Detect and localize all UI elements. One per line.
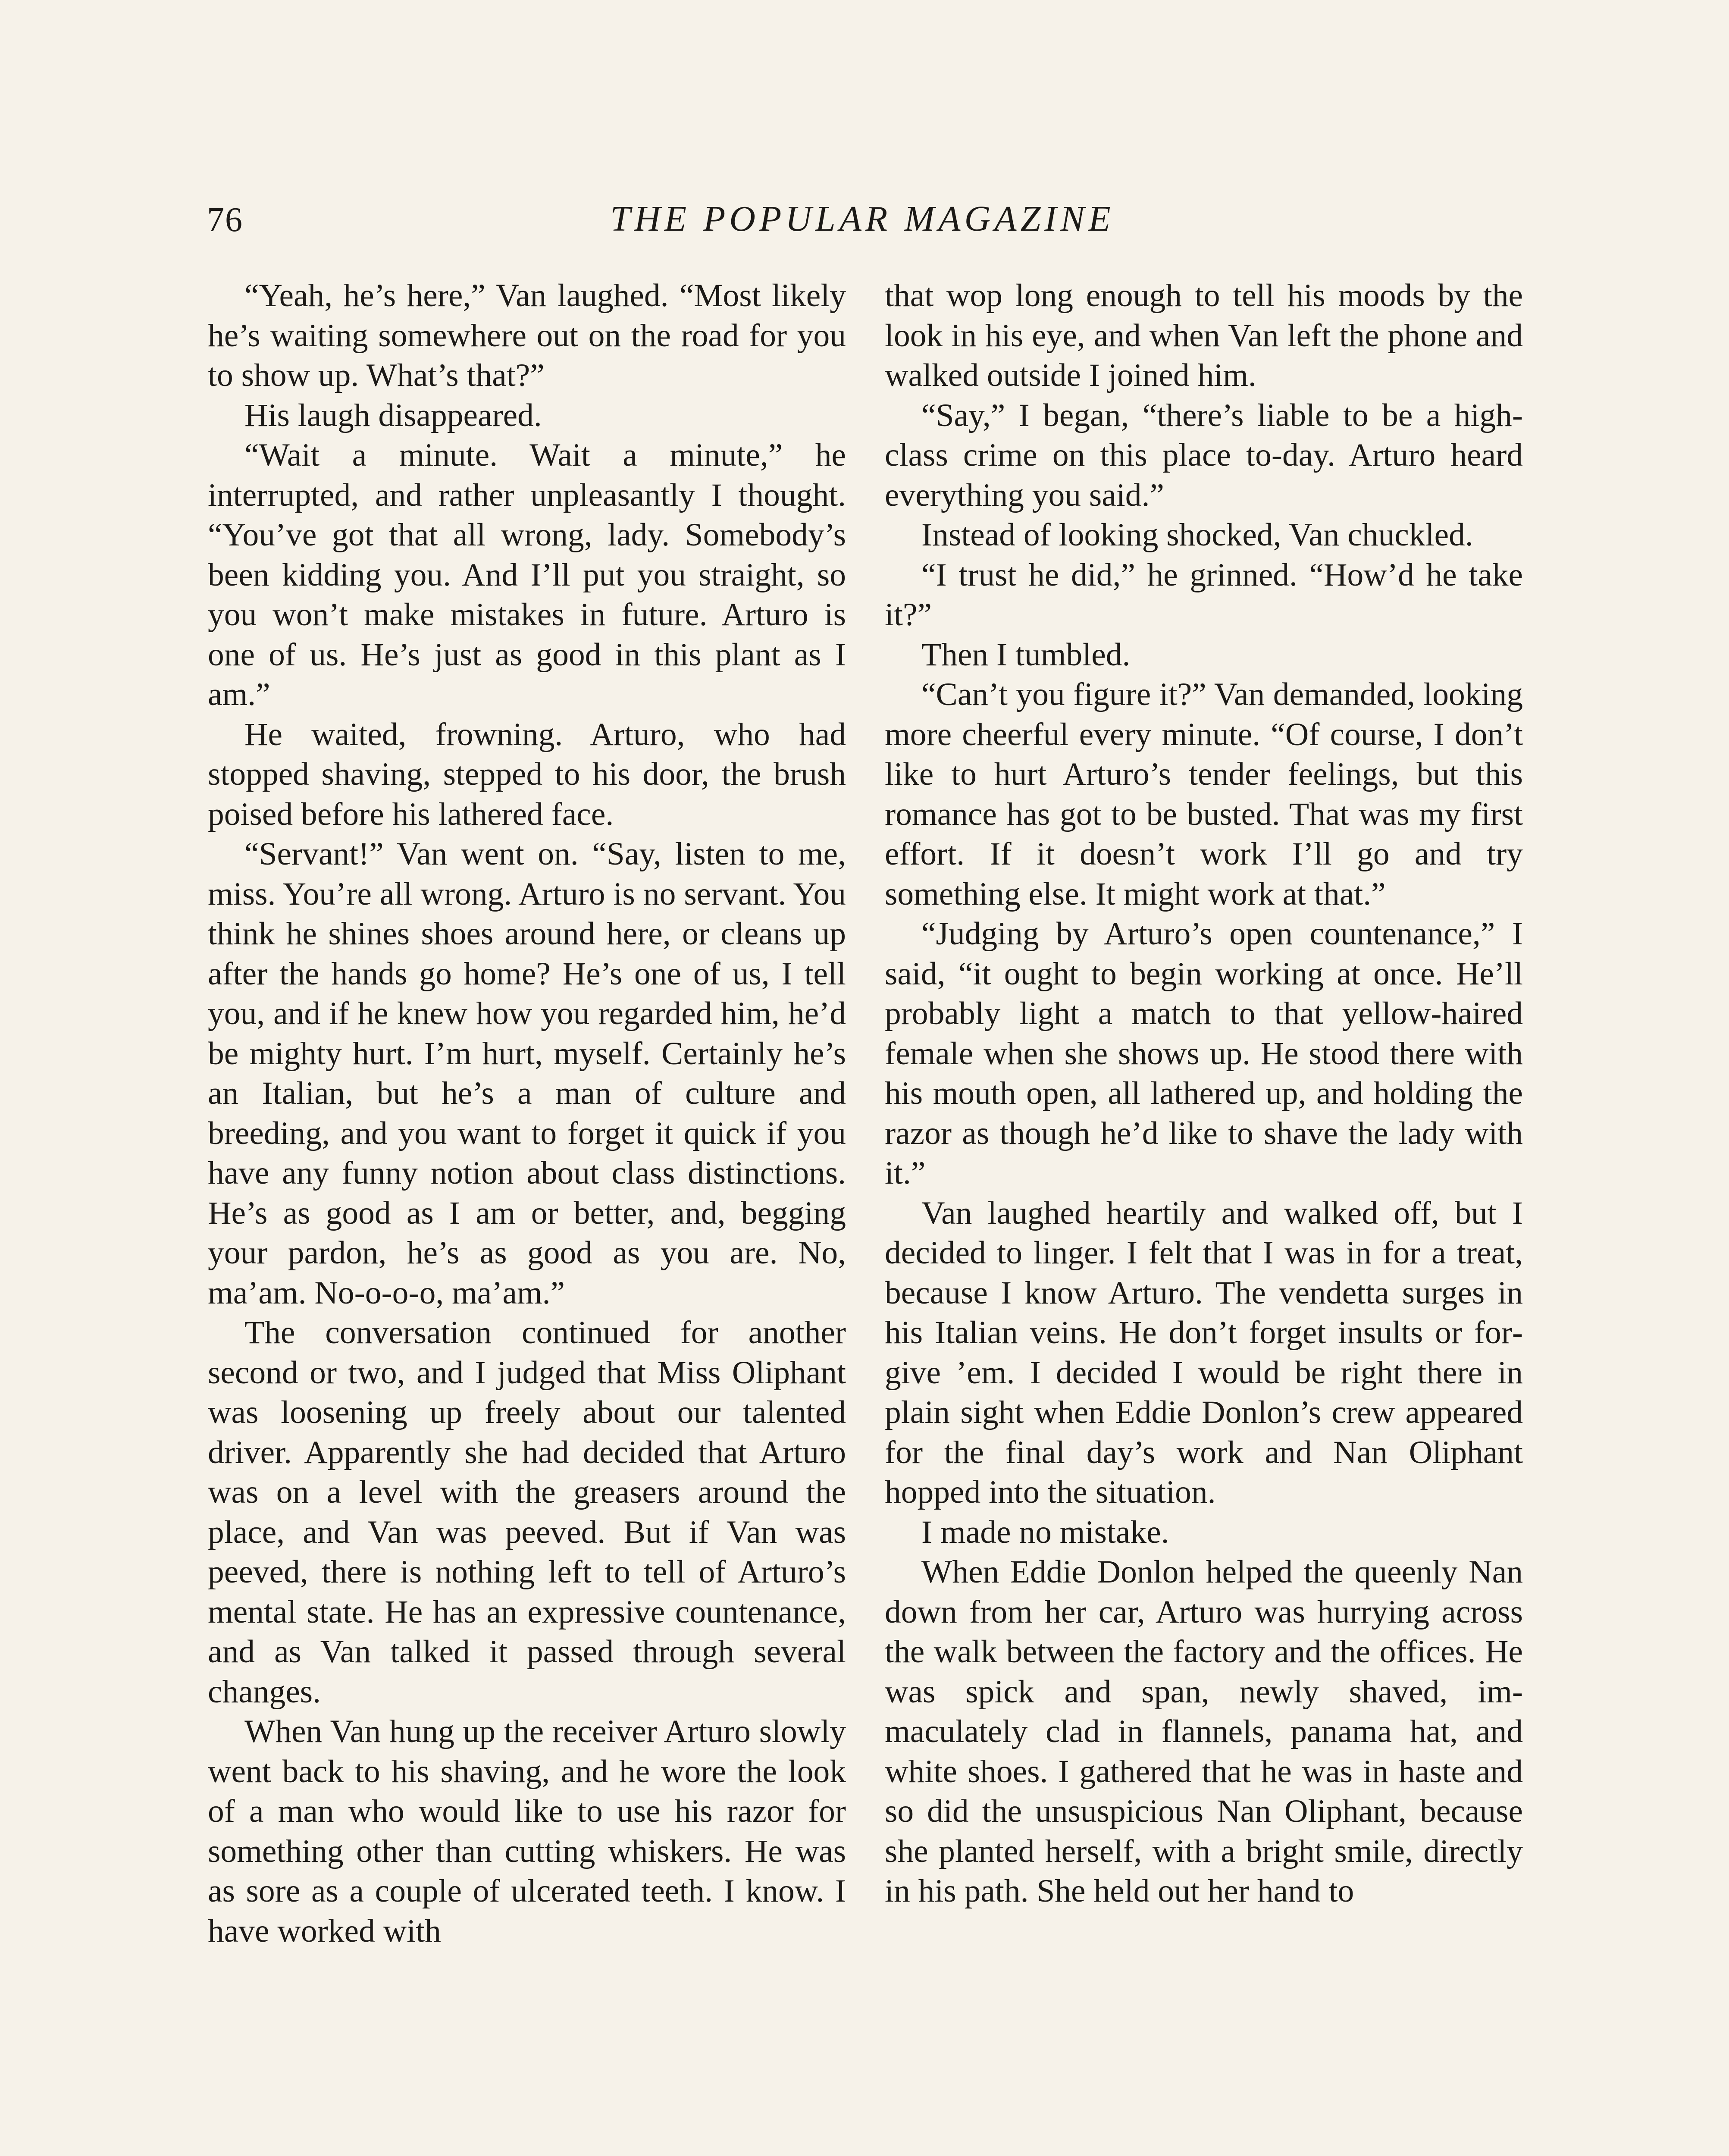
paragraph: “Yeah, he’s here,” Van laughed. “Most likely he’s waiting somewhere out on the road for you to show up. What’s that?”: [208, 278, 846, 393]
paragraph: Instead of looking shocked, Van chuckled.: [921, 517, 1473, 553]
right-text-column: [885, 276, 1523, 1912]
page-header: [203, 201, 1522, 261]
paragraph: “Servant!” Van went on. “Say, listen to me, miss. You’re all wrong. Arturo is no servant. You think he shines shoes around here, or cleans up after the hands go home? He’s one of us, I tell you, and if he knew how you regarded him, he’d be mighty hurt. I’m hurt, myself. Certainly he’s an Italian, but he’s a man of culture and breeding, and you want to forget it quick if you have any funny notion about class distinctions. He’s as good as I am or better, and, begging your pardon, he’s as good as you are. No, ma’am. No-o-o-o, ma’am.”: [208, 836, 846, 1311]
paragraph: “Can’t you figure it?” Van demanded, looking more cheerful every minute. “Of course, I don’t like to hurt Arturo’s tender feelings, but this romance has got to be busted. That was my first effort. If it doesn’t work I’ll go and try something else. It might work at that.”: [885, 677, 1523, 912]
page-number: 76: [207, 201, 243, 239]
paragraph: The conversation continued for another second or two, and I judged that Miss Oliphant was loosening up freely about our talented driver. Apparently she had decided that Arturo was on a level with the greasers around the place, and Van was peeved. But if Van was peeved, there is nothing left to tell of Arturo’s mental state. He has an expressive countenance, and as Van talked it passed through several changes.: [208, 1315, 846, 1710]
paragraph: His laugh disappeared.: [244, 397, 542, 433]
left-text-column: [208, 276, 846, 1951]
paragraph: “I trust he did,” he grinned. “How’d he take it?”: [885, 557, 1523, 633]
paragraph: Then I tumbled.: [921, 636, 1131, 673]
paragraph: He waited, frowning. Arturo, who had stopped shaving, stepped to his door, the brush poised before his lathered face.: [208, 716, 846, 832]
paragraph: When Eddie Donlon helped the queenly Nan down from her car, Arturo was hurrying across the walk between the factory and the offices. He was spick and span, newly shaved, immaculately clad in flannels, panama hat, and white shoes. I gathered that he was in haste and so did the unsuspicious Nan Oliphant, because she planted herself, with a bright smile, directly in his path. She held out her hand to: [885, 1554, 1523, 1909]
paragraph: “Judging by Arturo’s open countenance,” I said, “it ought to begin working at once. He’ll probably light a match to that yellow-haired female when she shows up. He stood there with his mouth open, all lathered up, and holding the razor as though he’d like to shave the lady with it.”: [885, 916, 1523, 1191]
paragraph: When Van hung up the receiver Arturo slowly went back to his shaving, and he wore the look of a man who would like to use his razor for something other than cutting whiskers. He was as sore as a couple of ulcerated teeth. I know. I have worked with: [208, 1714, 846, 1949]
paragraph: I made no mistake.: [921, 1514, 1169, 1550]
paragraph: that wop long enough to tell his moods by the look in his eye, and when Van left the phone and walked outside I joined him.: [885, 278, 1523, 393]
paragraph: “Wait a minute. Wait a minute,” he interrupted, and rather unpleasantly I thought. “You’ve got that all wrong, lady. Somebody’s been kidding you. And I’ll put you straight, so you won’t make mistakes in future. Arturo is one of us. He’s just as good in this plant as I am.”: [208, 437, 846, 712]
paragraph: Van laughed heartily and walked off, but I decided to linger. I felt that I was in for a treat, because I know Arturo. The vendetta surges in his Italian veins. He don’t forget insults or forgive ’em. I decided I would be right there in plain sight when Eddie Donlon’s crew appeared for the final day’s work and Nan Oliphant hopped into the situation.: [885, 1195, 1523, 1510]
running-head: THE POPULAR MAGAZINE: [610, 199, 1115, 239]
paragraph: “Say,” I began, “there’s liable to be a high-class crime on this place to-day. Arturo heard everything you said.”: [885, 397, 1523, 513]
